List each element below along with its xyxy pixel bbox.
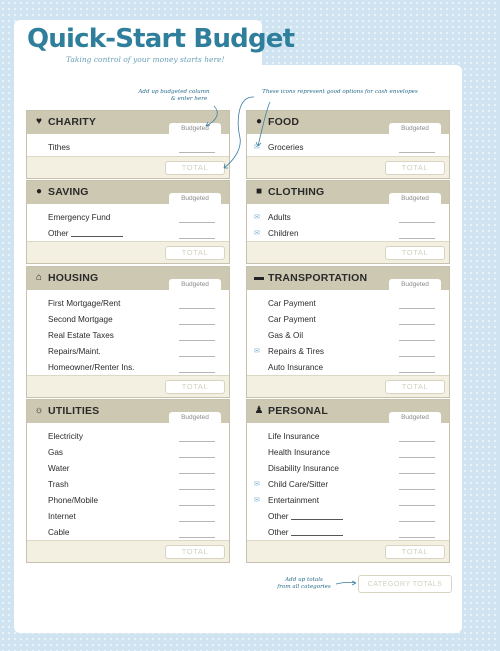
envelope-icon: ✉ — [254, 144, 260, 151]
note-totals-line1: Add up totals — [285, 577, 323, 583]
row-label: Entertainment — [268, 496, 319, 505]
housing-title: HOUSING — [48, 272, 99, 284]
personal-title: PERSONAL — [268, 405, 328, 417]
clothing-budgeted-label: Budgeted — [389, 193, 441, 204]
row-label: Internet — [48, 512, 76, 521]
envelope-icon: ✉ — [254, 497, 260, 504]
row-label: Gas & Oil — [268, 331, 304, 340]
note-budget-column-line1: Add up budgeted column — [138, 89, 210, 95]
saving-total-box[interactable]: TOTAL — [165, 246, 225, 260]
row-label: Car Payment — [268, 315, 316, 324]
transportation-total-box[interactable]: TOTAL — [385, 380, 445, 394]
food-title: FOOD — [268, 116, 300, 128]
car-icon: ▬ — [254, 272, 264, 283]
row-label: Repairs & Tires — [268, 347, 324, 356]
transportation-budgeted-label: Budgeted — [389, 279, 441, 290]
food-total-box[interactable]: TOTAL — [385, 161, 445, 175]
row-label: Other — [268, 528, 289, 537]
row-label: Second Mortgage — [48, 315, 113, 324]
row-label: Phone/Mobile — [48, 496, 99, 505]
housing-budgeted-label: Budgeted — [169, 279, 221, 290]
personal-total-box[interactable]: TOTAL — [385, 545, 445, 559]
row-label: Electricity — [48, 432, 84, 441]
utilities-title: UTILITIES — [48, 405, 100, 417]
apple-icon: ● — [255, 116, 263, 127]
row-label: Disability Insurance — [268, 464, 339, 473]
row-label: Child Care/Sitter — [268, 480, 329, 489]
clothing-title: CLOTHING — [268, 186, 325, 198]
charity-total-box[interactable]: TOTAL — [165, 161, 225, 175]
note-icons: These icons represent good options for cash envelopes — [262, 89, 418, 95]
arrow-to-total — [224, 97, 254, 168]
utilities-total-box[interactable]: TOTAL — [165, 545, 225, 559]
category-totals-box[interactable]: CATEGORY TOTALS — [358, 575, 452, 593]
row-label: Cable — [48, 528, 70, 537]
row-label: Tithes — [48, 143, 70, 152]
person-icon: ♟ — [254, 405, 264, 416]
row-label: Other — [268, 512, 289, 521]
house-icon: ⌂ — [35, 272, 43, 283]
row-label: Emergency Fund — [48, 213, 111, 222]
clothing-total-box[interactable]: TOTAL — [385, 246, 445, 260]
row-label: Real Estate Taxes — [48, 331, 114, 340]
row-label: Auto Insurance — [268, 363, 324, 372]
envelope-icon: ✉ — [254, 481, 260, 488]
row-label: Groceries — [268, 143, 304, 152]
row-label: Adults — [268, 213, 291, 222]
row-label: Trash — [48, 480, 69, 489]
lightbulb-icon: ☼ — [34, 405, 44, 416]
row-label: Life Insurance — [268, 432, 320, 441]
transportation-title: TRANSPORTATION — [268, 272, 368, 284]
charity-title: CHARITY — [48, 116, 97, 128]
page-subtitle: Taking control of your money starts here! — [66, 55, 225, 64]
row-label: Children — [268, 229, 299, 238]
saving-title: SAVING — [48, 186, 89, 198]
note-budget-column-line2: & enter here — [170, 96, 208, 102]
row-label: Water — [48, 464, 70, 473]
food-budgeted-label: Budgeted — [389, 123, 441, 134]
shirt-icon: ■ — [255, 186, 263, 197]
arrow-to-category-totals — [336, 582, 356, 584]
utilities-budgeted-label: Budgeted — [169, 412, 221, 423]
heart-icon: ♥ — [36, 116, 42, 127]
personal-budgeted-label: Budgeted — [389, 412, 441, 423]
envelope-icon: ✉ — [254, 348, 260, 355]
row-label: Other — [48, 229, 69, 238]
note-totals-line2: from all categories — [277, 584, 331, 590]
row-label: Car Payment — [268, 299, 316, 308]
row-label: Homeowner/Renter Ins. — [48, 363, 135, 372]
row-label: Gas — [48, 448, 64, 457]
row-label: Health Insurance — [268, 448, 330, 457]
saving-budgeted-label: Budgeted — [169, 193, 221, 204]
arrow-to-envelope — [258, 102, 270, 146]
charity-budgeted-label: Budgeted — [169, 123, 221, 134]
envelope-icon: ✉ — [254, 230, 260, 237]
piggy-bank-icon: ● — [35, 186, 43, 197]
housing-total-box[interactable]: TOTAL — [165, 380, 225, 394]
page-title: Quick-Start Budget — [27, 24, 295, 54]
row-label: First Mortgage/Rent — [48, 299, 121, 308]
row-label: Repairs/Maint. — [48, 347, 101, 356]
envelope-icon: ✉ — [254, 214, 260, 221]
